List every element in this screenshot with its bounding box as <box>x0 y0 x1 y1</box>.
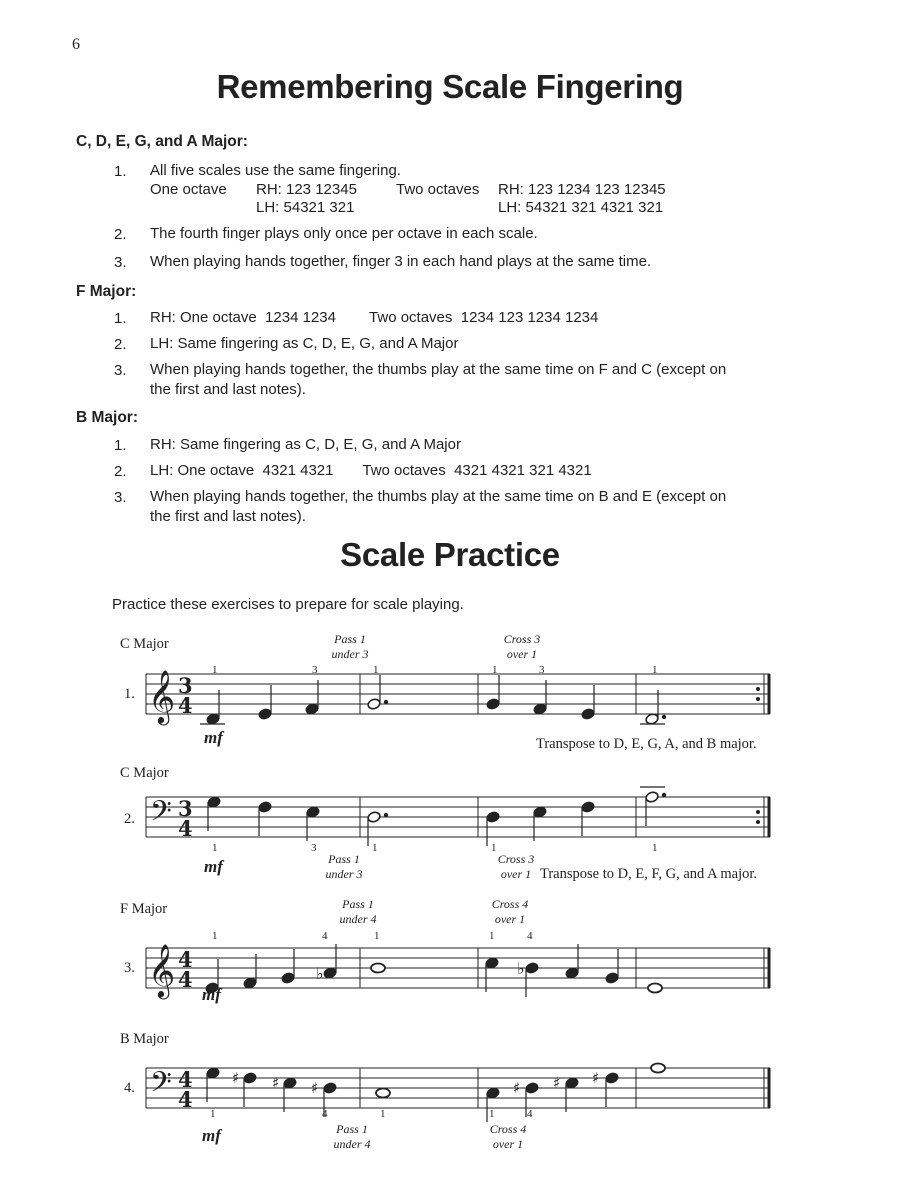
fingering-number: 1 <box>489 930 495 942</box>
fingering-number: 3 <box>312 664 318 676</box>
list-item: When playing hands together, finger 3 in each hand plays at the same time. <box>150 253 652 270</box>
fingering-one-octave-label: One octave <box>150 181 227 198</box>
exercise-key-label: C Major <box>120 636 169 652</box>
fingering-two-octaves-label: Two octaves <box>396 181 480 198</box>
fingering-number: 1 <box>210 1108 216 1120</box>
exercise-number: 3. <box>124 960 135 976</box>
section-title-scale-practice: Scale Practice <box>340 536 560 573</box>
fingering-number: 1 <box>212 664 218 676</box>
section-heading-b: B Major: <box>76 409 138 426</box>
transpose-note: Transpose to D, E, F, G, and A major. <box>540 866 758 882</box>
annotation-cross: Cross 4 over 1 <box>491 897 529 926</box>
svg-text:3: 3 <box>178 796 193 821</box>
list-number: 1. <box>114 163 127 180</box>
fingering-number: 1 <box>212 930 218 942</box>
fingering-number: 4 <box>527 1108 533 1120</box>
exercise-number: 4. <box>124 1080 135 1096</box>
annotation-pass: Pass 1 under 3 <box>331 632 369 661</box>
transpose-note: Transpose to D, E, G, A, and B major. <box>536 736 757 752</box>
exercise-number: 2. <box>124 811 135 827</box>
section-heading-f: F Major: <box>76 283 137 300</box>
svg-text:♭: ♭ <box>517 959 525 978</box>
fingering-number: 1 <box>372 842 378 854</box>
list-number: 3. <box>114 489 127 506</box>
fingering-number: 1 <box>492 664 498 676</box>
exercise-key-label: C Major <box>120 765 169 781</box>
list-number: 1. <box>114 310 127 327</box>
fingering-number: 4 <box>322 930 328 942</box>
annotation-pass: Pass 1 under 3 <box>325 852 363 881</box>
intro-text: Practice these exercises to prepare for scale playing. <box>112 596 464 613</box>
list-item-continuation: the first and last notes). <box>150 508 306 525</box>
staff-4 <box>146 1068 770 1108</box>
exercise-key-label: B Major <box>120 1031 169 1047</box>
list-number: 3. <box>114 362 127 379</box>
exercise-key-label: F Major <box>120 901 168 917</box>
fingering-number: 4 <box>527 930 533 942</box>
svg-text:4: 4 <box>178 693 193 718</box>
list-number: 2. <box>114 226 127 243</box>
fingering-number: 1 <box>380 1108 386 1120</box>
fingering-number: 4 <box>322 1108 328 1120</box>
fingering-rh-one-octave: RH: 123 12345 <box>256 181 357 198</box>
list-number: 2. <box>114 463 127 480</box>
svg-text:4: 4 <box>178 816 193 841</box>
fingering-number: 3 <box>539 664 545 676</box>
svg-text:♯: ♯ <box>513 1079 521 1097</box>
list-number: 3. <box>114 254 127 271</box>
svg-text:4: 4 <box>178 967 193 992</box>
list-item: LH: One octave 4321 4321 Two octaves 4321 4321 321 4321 <box>150 462 592 479</box>
svg-text:4: 4 <box>178 1067 193 1092</box>
fingering-number: 1 <box>489 1108 495 1120</box>
fingering-number: 1 <box>491 842 497 854</box>
annotation-pass: Pass 1 under 4 <box>333 1122 371 1151</box>
page-number: 6 <box>72 36 80 53</box>
dynamic-marking: mf <box>204 728 223 747</box>
bass-clef-icon: 𝄢 <box>150 795 172 835</box>
dynamic-marking: mf <box>204 857 223 876</box>
svg-text:4: 4 <box>178 1087 193 1112</box>
annotation-pass: Pass 1 under 4 <box>339 897 377 926</box>
fingering-rh-two-octaves: RH: 123 1234 123 12345 <box>498 181 666 198</box>
svg-text:♯: ♯ <box>311 1079 319 1097</box>
svg-text:♯: ♯ <box>232 1069 240 1087</box>
list-item: All five scales use the same fingering. <box>150 162 401 179</box>
svg-text:♭: ♭ <box>316 964 324 983</box>
svg-text:♯: ♯ <box>592 1069 600 1087</box>
list-number: 2. <box>114 336 127 353</box>
fingering-number: 1 <box>373 664 379 676</box>
list-item: The fourth finger plays only once per octave in each scale. <box>150 225 538 242</box>
fingering-number: 1 <box>652 664 658 676</box>
bass-clef-icon: 𝄢 <box>150 1066 172 1106</box>
list-item-continuation: the first and last notes). <box>150 381 306 398</box>
fingering-number: 1 <box>374 930 380 942</box>
list-number: 1. <box>114 437 127 454</box>
svg-text:3: 3 <box>178 673 193 698</box>
list-item: LH: Same fingering as C, D, E, G, and A Major <box>150 335 459 352</box>
annotation-cross: Cross 3 over 1 <box>497 852 535 881</box>
page-title: Remembering Scale Fingering <box>216 68 684 105</box>
exercise-number: 1. <box>124 686 135 702</box>
fingering-number: 1 <box>212 842 218 854</box>
list-item: RH: Same fingering as C, D, E, G, and A Major <box>150 436 461 453</box>
staff-1 <box>146 674 770 714</box>
list-item: When playing hands together, the thumbs play at the same time on B and E (except on <box>150 488 727 505</box>
dynamic-marking: mf <box>202 1126 221 1145</box>
list-item: When playing hands together, the thumbs play at the same time on F and C (except on <box>150 361 727 378</box>
annotation-cross: Cross 4 over 1 <box>489 1122 527 1151</box>
dynamic-marking: mf <box>202 985 221 1004</box>
section-heading-cdega: C, D, E, G, and A Major: <box>76 133 248 150</box>
fingering-number: 3 <box>311 842 317 854</box>
staff-3 <box>146 948 770 988</box>
treble-clef-icon: 𝄞 <box>148 943 176 997</box>
fingering-number: 1 <box>652 842 658 854</box>
annotation-cross: Cross 3 over 1 <box>503 632 541 661</box>
staff-2 <box>146 797 770 837</box>
svg-text:♯: ♯ <box>553 1074 561 1092</box>
fingering-lh-two-octaves: LH: 54321 321 4321 321 <box>498 199 664 216</box>
fingering-lh-one-octave: LH: 54321 321 <box>256 199 355 216</box>
svg-text:♯: ♯ <box>272 1074 280 1092</box>
svg-text:4: 4 <box>178 947 193 972</box>
list-item: RH: One octave 1234 1234 Two octaves 1234 123 1234 1234 <box>150 309 599 326</box>
treble-clef-icon: 𝄞 <box>148 669 176 723</box>
